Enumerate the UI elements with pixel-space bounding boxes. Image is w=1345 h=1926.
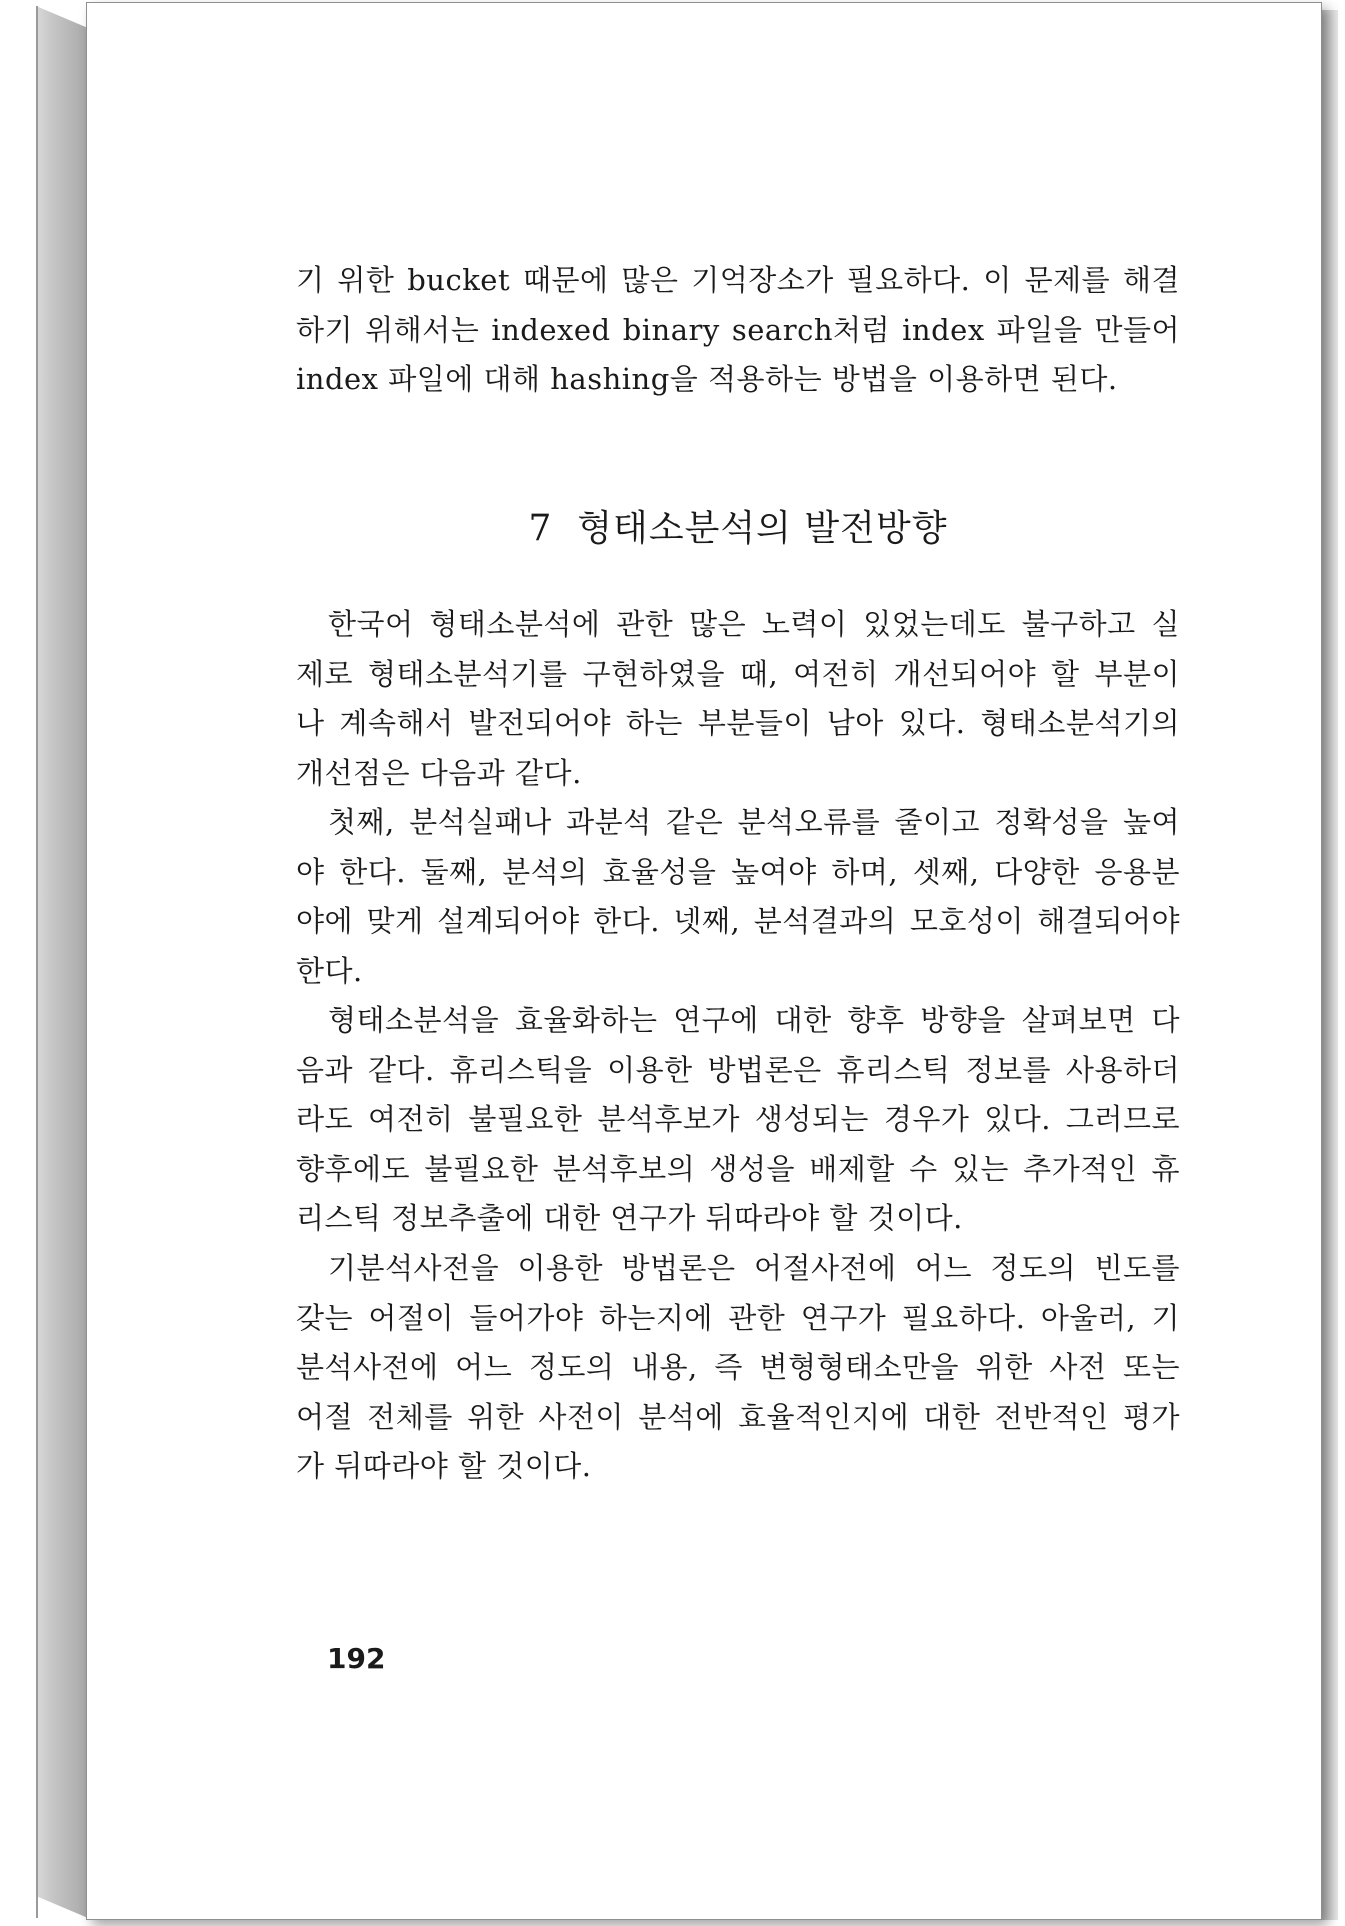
paragraph-line: 가 뒤따라야 할 것이다.	[296, 1449, 592, 1483]
paragraph-line: 향후에도 불필요한 분석후보의 생성을 배제할 수 있는 추가적인 휴	[296, 1151, 1180, 1186]
paragraph-line: 하기 위해서는 indexed binary search처럼 index 파일을 만들어	[296, 312, 1180, 347]
paragraph-line: 한국어 형태소분석에 관한 많은 노력이 있었는데도 불구하고 실	[328, 607, 1180, 641]
paragraph-line: 라도 여전히 불필요한 분석후보가 생성되는 경우가 있다. 그러므로	[296, 1102, 1180, 1136]
paragraph-line: 어절 전체를 위한 사전이 분석에 효율적인지에 대한 전반적인 평가	[296, 1399, 1180, 1434]
paragraph-line: 첫째, 분석실패나 과분석 같은 분석오류를 줄이고 정확성을 높여	[328, 805, 1180, 839]
paragraph-line: 야에 맞게 설계되어야 한다. 넷째, 분석결과의 모호성이 해결되어야	[296, 904, 1180, 938]
paragraph-line: 갖는 어절이 들어가야 하는지에 관한 연구가 필요하다. 아울러, 기	[296, 1300, 1180, 1335]
book-spine-edge	[36, 6, 88, 1918]
paragraph-line: 나 계속해서 발전되어야 하는 부분들이 남아 있다. 형태소분석기의	[296, 706, 1180, 740]
section-heading	[296, 500, 1180, 551]
paragraph-line: 기분석사전을 이용한 방법론은 어절사전에 어느 정도의 빈도를	[328, 1251, 1180, 1285]
paragraph-line: 기 위한 bucket 때문에 많은 기억장소가 필요하다. 이 문제를 해결	[296, 263, 1180, 297]
page-shadow	[1320, 10, 1338, 1920]
paragraph-line: 리스틱 정보추출에 대한 연구가 뒤따라야 할 것이다.	[296, 1201, 963, 1235]
section-title: 형태소분석의 발전방향	[577, 508, 948, 549]
paragraph-4	[296, 1244, 1180, 1492]
paragraph-line: 분석사전에 어느 정도의 내용, 즉 변형형태소만을 위한 사전 또는	[296, 1350, 1180, 1384]
paragraph-line: 제로 형태소분석기를 구현하였을 때, 여전히 개선되어야 할 부분이	[296, 656, 1180, 691]
paragraph-line: index 파일에 대해 hashing을 적용하는 방법을 이용하면 된다.	[296, 362, 1118, 396]
paragraph-line: 야 한다. 둘째, 분석의 효율성을 높여야 하며, 셋째, 다양한 응용분	[296, 854, 1180, 889]
paragraph-1	[296, 600, 1180, 798]
paragraph-3	[296, 996, 1180, 1244]
paragraph-2	[296, 798, 1180, 996]
paragraph-line: 개선점은 다음과 같다.	[296, 755, 582, 790]
paragraph-line: 한다.	[296, 953, 363, 988]
paragraph-line: 음과 같다. 휴리스틱을 이용한 방법론은 휴리스틱 정보를 사용하더	[296, 1052, 1180, 1087]
section-number: 7	[528, 508, 553, 549]
top-paragraph	[296, 256, 1180, 405]
book-edge-line	[36, 6, 38, 1918]
page-number: 192	[327, 1642, 386, 1675]
paragraph-line: 형태소분석을 효율화하는 연구에 대한 향후 방향을 살펴보면 다	[328, 1003, 1180, 1037]
